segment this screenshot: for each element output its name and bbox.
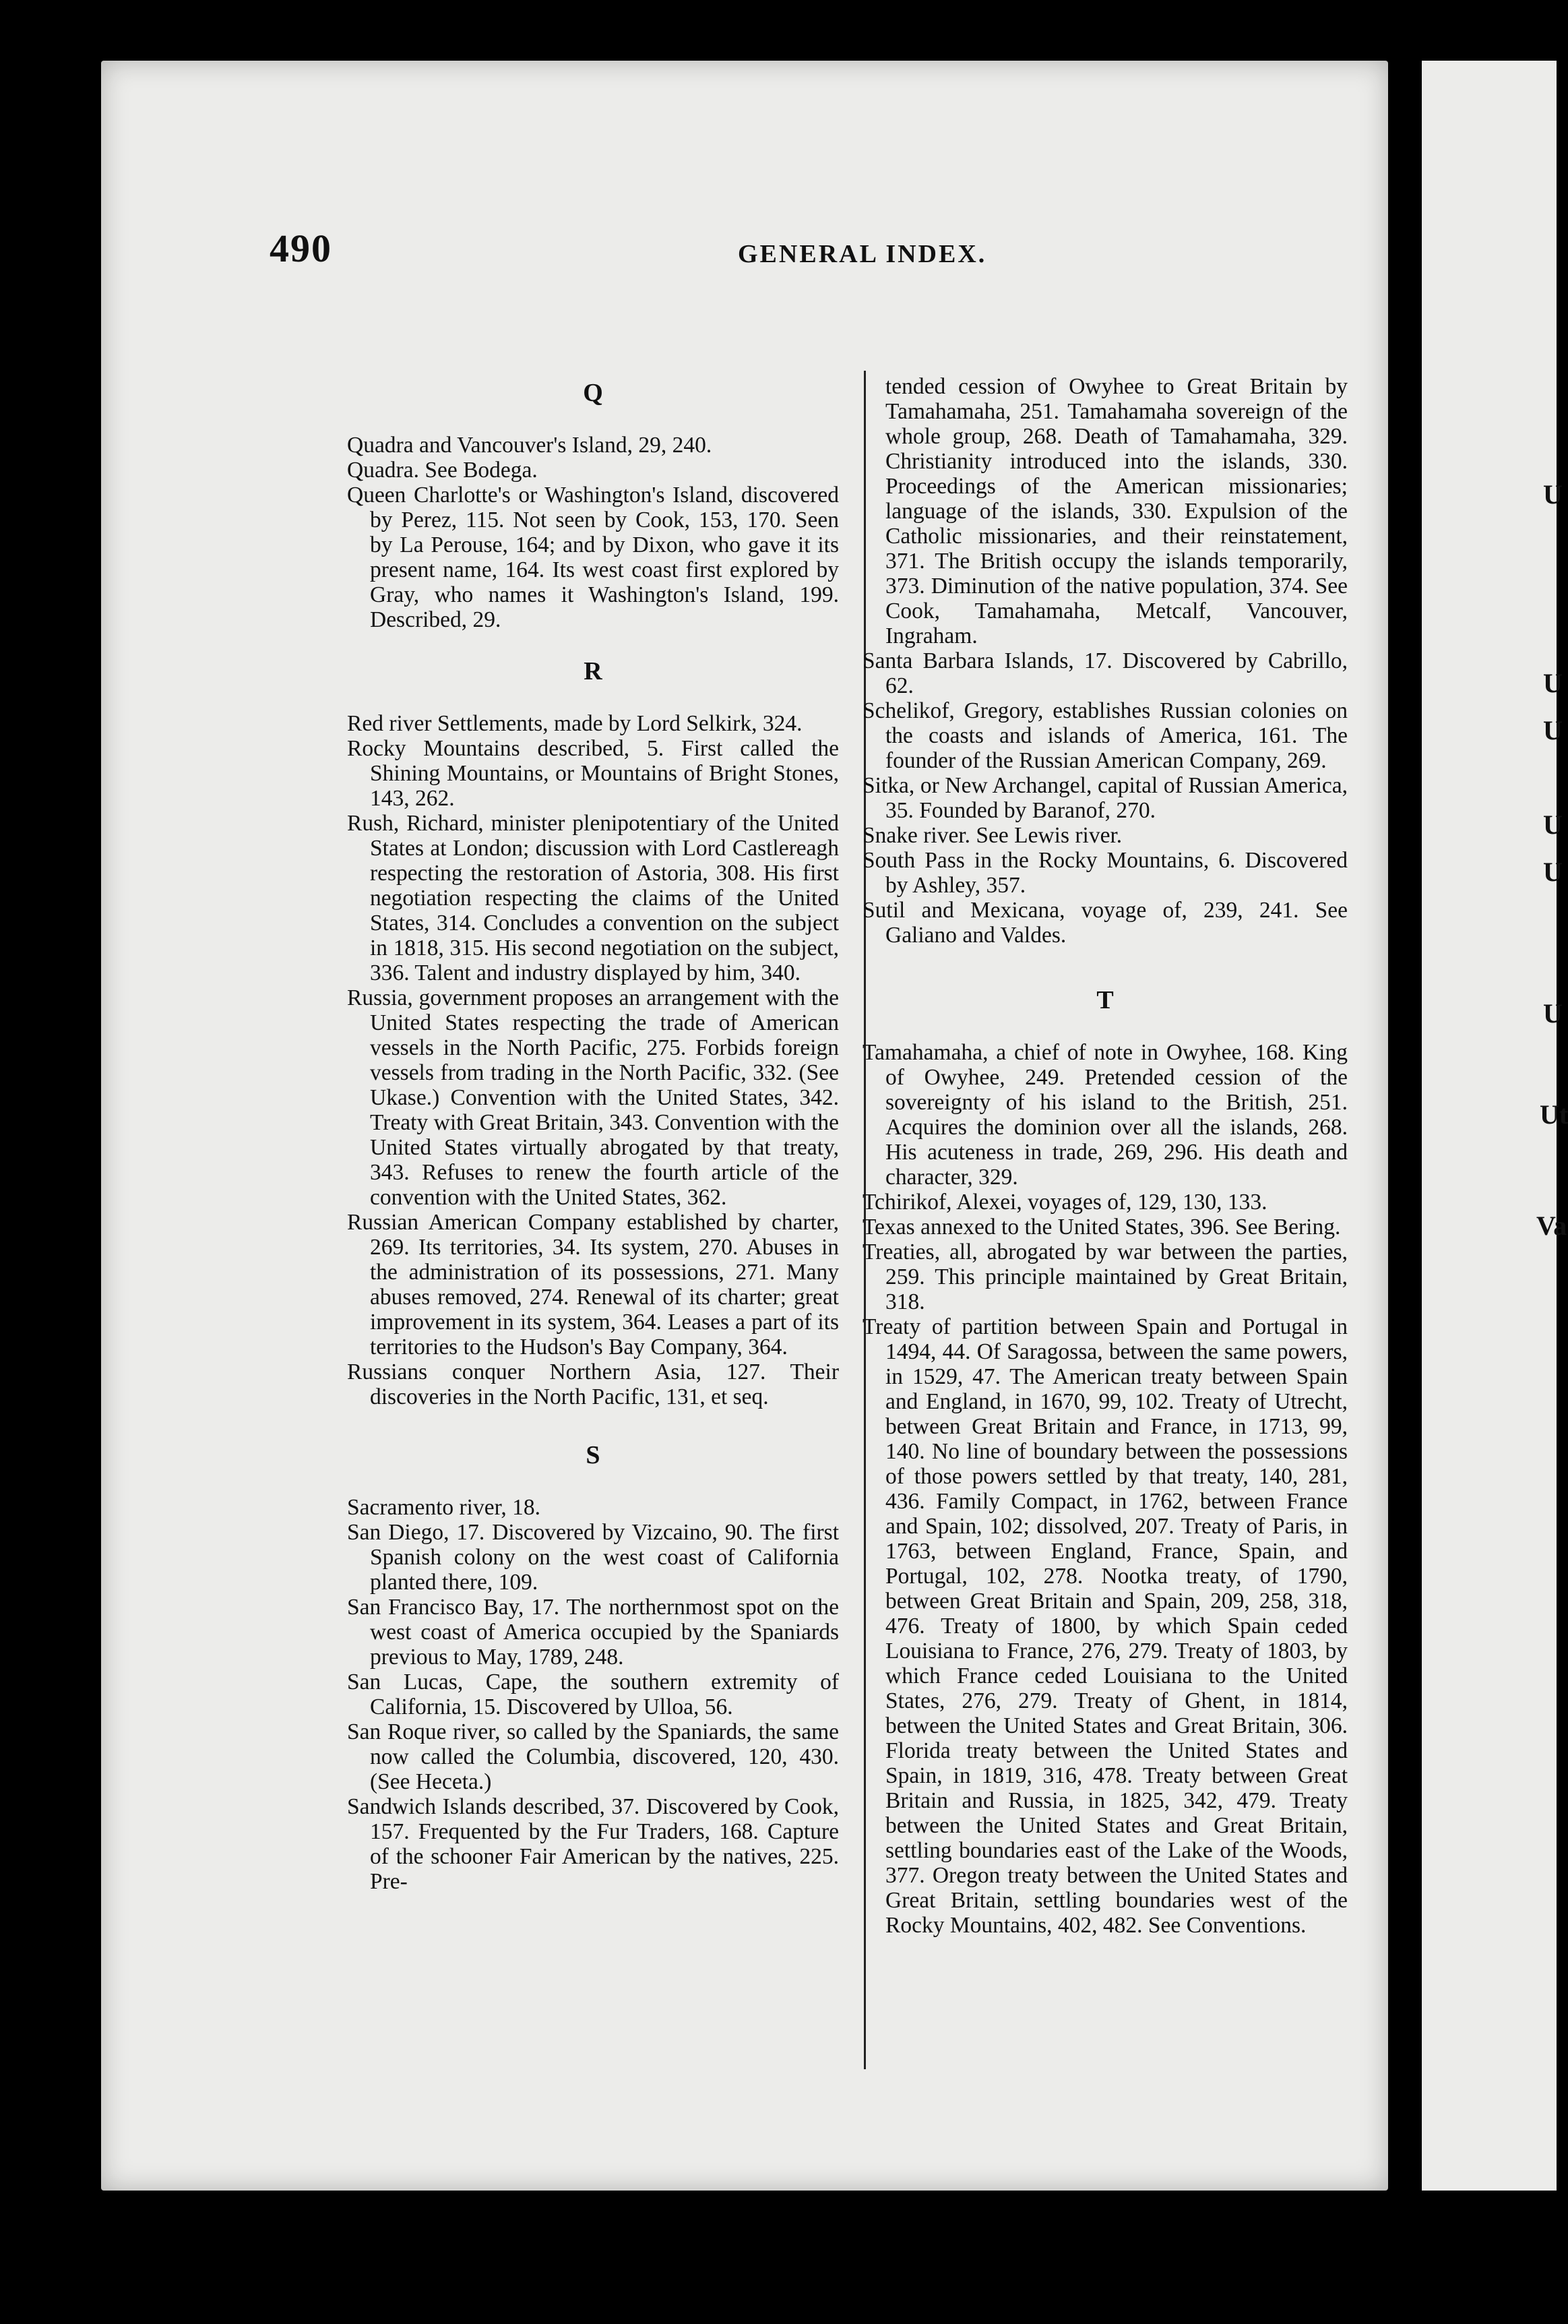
index-entry: San Francisco Bay, 17. The northernmost spot on the west coast of America occupied by the Spaniards previous to May, 1789, 248.	[347, 1595, 839, 1670]
index-entry: Texas annexed to the United States, 396. See Bering.	[863, 1215, 1341, 1240]
index-entry: San Lucas, Cape, the southern extremity of California, 15. Discovered by Ulloa, 56.	[347, 1670, 839, 1719]
index-entry: Snake river. See Lewis river.	[863, 823, 1123, 848]
index-entry: South Pass in the Rocky Mountains, 6. Discovered by Ashley, 357.	[863, 848, 1348, 898]
adjacent-letter: Va	[1536, 1211, 1567, 1241]
index-page	[101, 61, 1388, 2191]
index-entry: Russians conquer Northern Asia, 127. Their discoveries in the North Pacific, 131, et seq.	[347, 1359, 839, 1409]
section-letter-q: Q	[583, 379, 603, 407]
section-letter-s: S	[586, 1441, 600, 1469]
index-entry: Sandwich Islands described, 37. Discovered by Cook, 157. Frequented by the Fur Traders, 168. Capture of the schooner Fair American by the natives, 225. Pre-	[347, 1794, 839, 1894]
index-entry: Quadra. See Bodega.	[347, 458, 538, 483]
adjacent-letter: U	[1543, 715, 1563, 745]
section-letter-t: T	[1096, 986, 1114, 1014]
adjacent-letter: U	[1543, 857, 1563, 887]
adjacent-letter: U	[1543, 809, 1563, 840]
index-entry: Red river Settlements, made by Lord Selkirk, 324.	[347, 711, 803, 736]
adjacent-letter: U	[1543, 479, 1563, 510]
continued-entry: tended cession of Owyhee to Great Britain by Tamahamaha, 251. Tamahamaha sovereign of the whole group, 268. Death of Tamahamaha, 329. Christianity introduced into the islands, 330. Proceedings of the American missionaries; language of the islands, 330. Expulsion of the Catholic missionaries, and their reinstatement, 371. The British occupy the islands temporarily, 373. Diminution of the native population, 374. See Cook, Tamahamaha, Metcalf, Vancouver, Ingraham.	[885, 374, 1348, 648]
index-entry: San Roque river, so called by the Spaniards, the same now called the Columbia, discovered, 120, 430. (See Heceta.)	[347, 1719, 839, 1794]
index-entry: San Diego, 17. Discovered by Vizcaino, 90. The first Spanish colony on the west coast of California planted there, 109.	[347, 1520, 839, 1595]
index-entry: Treaties, all, abrogated by war between the parties, 259. This principle maintained by Great Britain, 318.	[863, 1240, 1348, 1314]
index-entry: Tamahamaha, a chief of note in Owyhee, 168. King of Owyhee, 249. Pretended cession of the sovereignty of his island to the British, 251. Acquires the dominion over all the islands, 268. His acuteness in trade, 269, 296. His death and character, 329.	[863, 1040, 1348, 1190]
index-entry: Treaty of partition between Spain and Portugal in 1494, 44. Of Saragossa, between the same powers, in 1529, 47. The American treaty between Spain and England, in 1670, 99, 102. Treaty of Utrecht, between Great Britain and France, in 1713, 99, 140. No line of boundary between the possessions of those powers settled by that treaty, 140, 281, 436. Family Compact, in 1762, between France and Spain, 102; dissolved, 207. Treaty of Paris, in 1763, between England, France, Spain, and Portugal, 102, 278. Nootka treaty, of 1790, between Great Britain and Spain, 209, 258, 318, 476. Treaty of 1800, by which Spain ceded Louisiana to France, 276, 279. Treaty of 1803, by which France ceded Louisiana to the United States, 276, 279. Treaty of Ghent, in 1814, between the United States and Great Britain, 306. Florida treaty between the United States and Spain, in 1819, 316, 478. Treaty between Great Britain and Russia, in 1825, 342, 479. Treaty between the United States and Great Britain, settling boundaries east of the Lake of the Woods, 377. Oregon treaty between the United States and Great Britain, settling boundaries west of the Rocky Mountains, 402, 482. See Conventions.	[863, 1314, 1348, 1938]
index-entry: Sacramento river, 18.	[347, 1495, 541, 1520]
section-letter-r: R	[584, 657, 602, 685]
index-entry: Tchirikof, Alexei, voyages of, 129, 130, 133.	[863, 1190, 1267, 1215]
index-entry: Russian American Company established by charter, 269. Its territories, 34. Its system, 270. Abuses in the administration of its possessions, 271. Many abuses removed, 274. Renewal of its charter; great improvement in its system, 364. Leases a part of its territories to the Hudson's Bay Company, 364.	[347, 1210, 839, 1359]
index-entry: Rocky Mountains described, 5. First called the Shining Mountains, or Mountains of Bright Stones, 143, 262.	[347, 736, 839, 811]
index-entry: Sutil and Mexicana, voyage of, 239, 241. See Galiano and Valdes.	[863, 898, 1348, 948]
adjacent-letter: Ut	[1540, 1099, 1568, 1130]
running-head: GENERAL INDEX.	[738, 240, 987, 268]
index-entry: Sitka, or New Archangel, capital of Russian America, 35. Founded by Baranof, 270.	[863, 773, 1348, 823]
index-entry: Santa Barbara Islands, 17. Discovered by Cabrillo, 62.	[863, 648, 1348, 698]
adjacent-letter: U	[1543, 998, 1563, 1029]
index-entry: Rush, Richard, minister plenipotentiary of the United States at London; discussion with Lord Castlereagh respecting the restoration of Astoria, 308. His first negotiation respecting the claims of the United States, 314. Concludes a convention on the subject in 1818, 315. His second negotiation on the subject, 336. Talent and industry displayed by him, 340.	[347, 811, 839, 985]
index-entry: Schelikof, Gregory, establishes Russian colonies on the coasts and islands of America, 161. The founder of the Russian American Company, 269.	[863, 698, 1348, 773]
index-entry: Russia, government proposes an arrangement with the United States respecting the trade of American vessels in the North Pacific, 275. Forbids foreign vessels from trading in the North Pacific, 332. (See Ukase.) Convention with the United States, 342. Treaty with Great Britain, 343. Convention with the United States virtually abrogated by that treaty, 343. Refuses to renew the fourth article of the convention with the United States, 362.	[347, 985, 839, 1210]
page-number: 490	[270, 226, 332, 270]
adjacent-page-strip	[1422, 61, 1568, 2191]
index-entry: Quadra and Vancouver's Island, 29, 240.	[347, 433, 712, 458]
adjacent-letter: U	[1543, 668, 1563, 698]
left-column	[347, 367, 839, 1894]
right-column	[863, 374, 1348, 1938]
index-entry: Queen Charlotte's or Washington's Island, discovered by Perez, 115. Not seen by Cook, 153, 170. Seen by La Perouse, 164; and by Dixon, who gave it its present name, 164. Its west coast first explored by Gray, who names it Washington's Island, 199. Described, 29.	[347, 483, 839, 632]
